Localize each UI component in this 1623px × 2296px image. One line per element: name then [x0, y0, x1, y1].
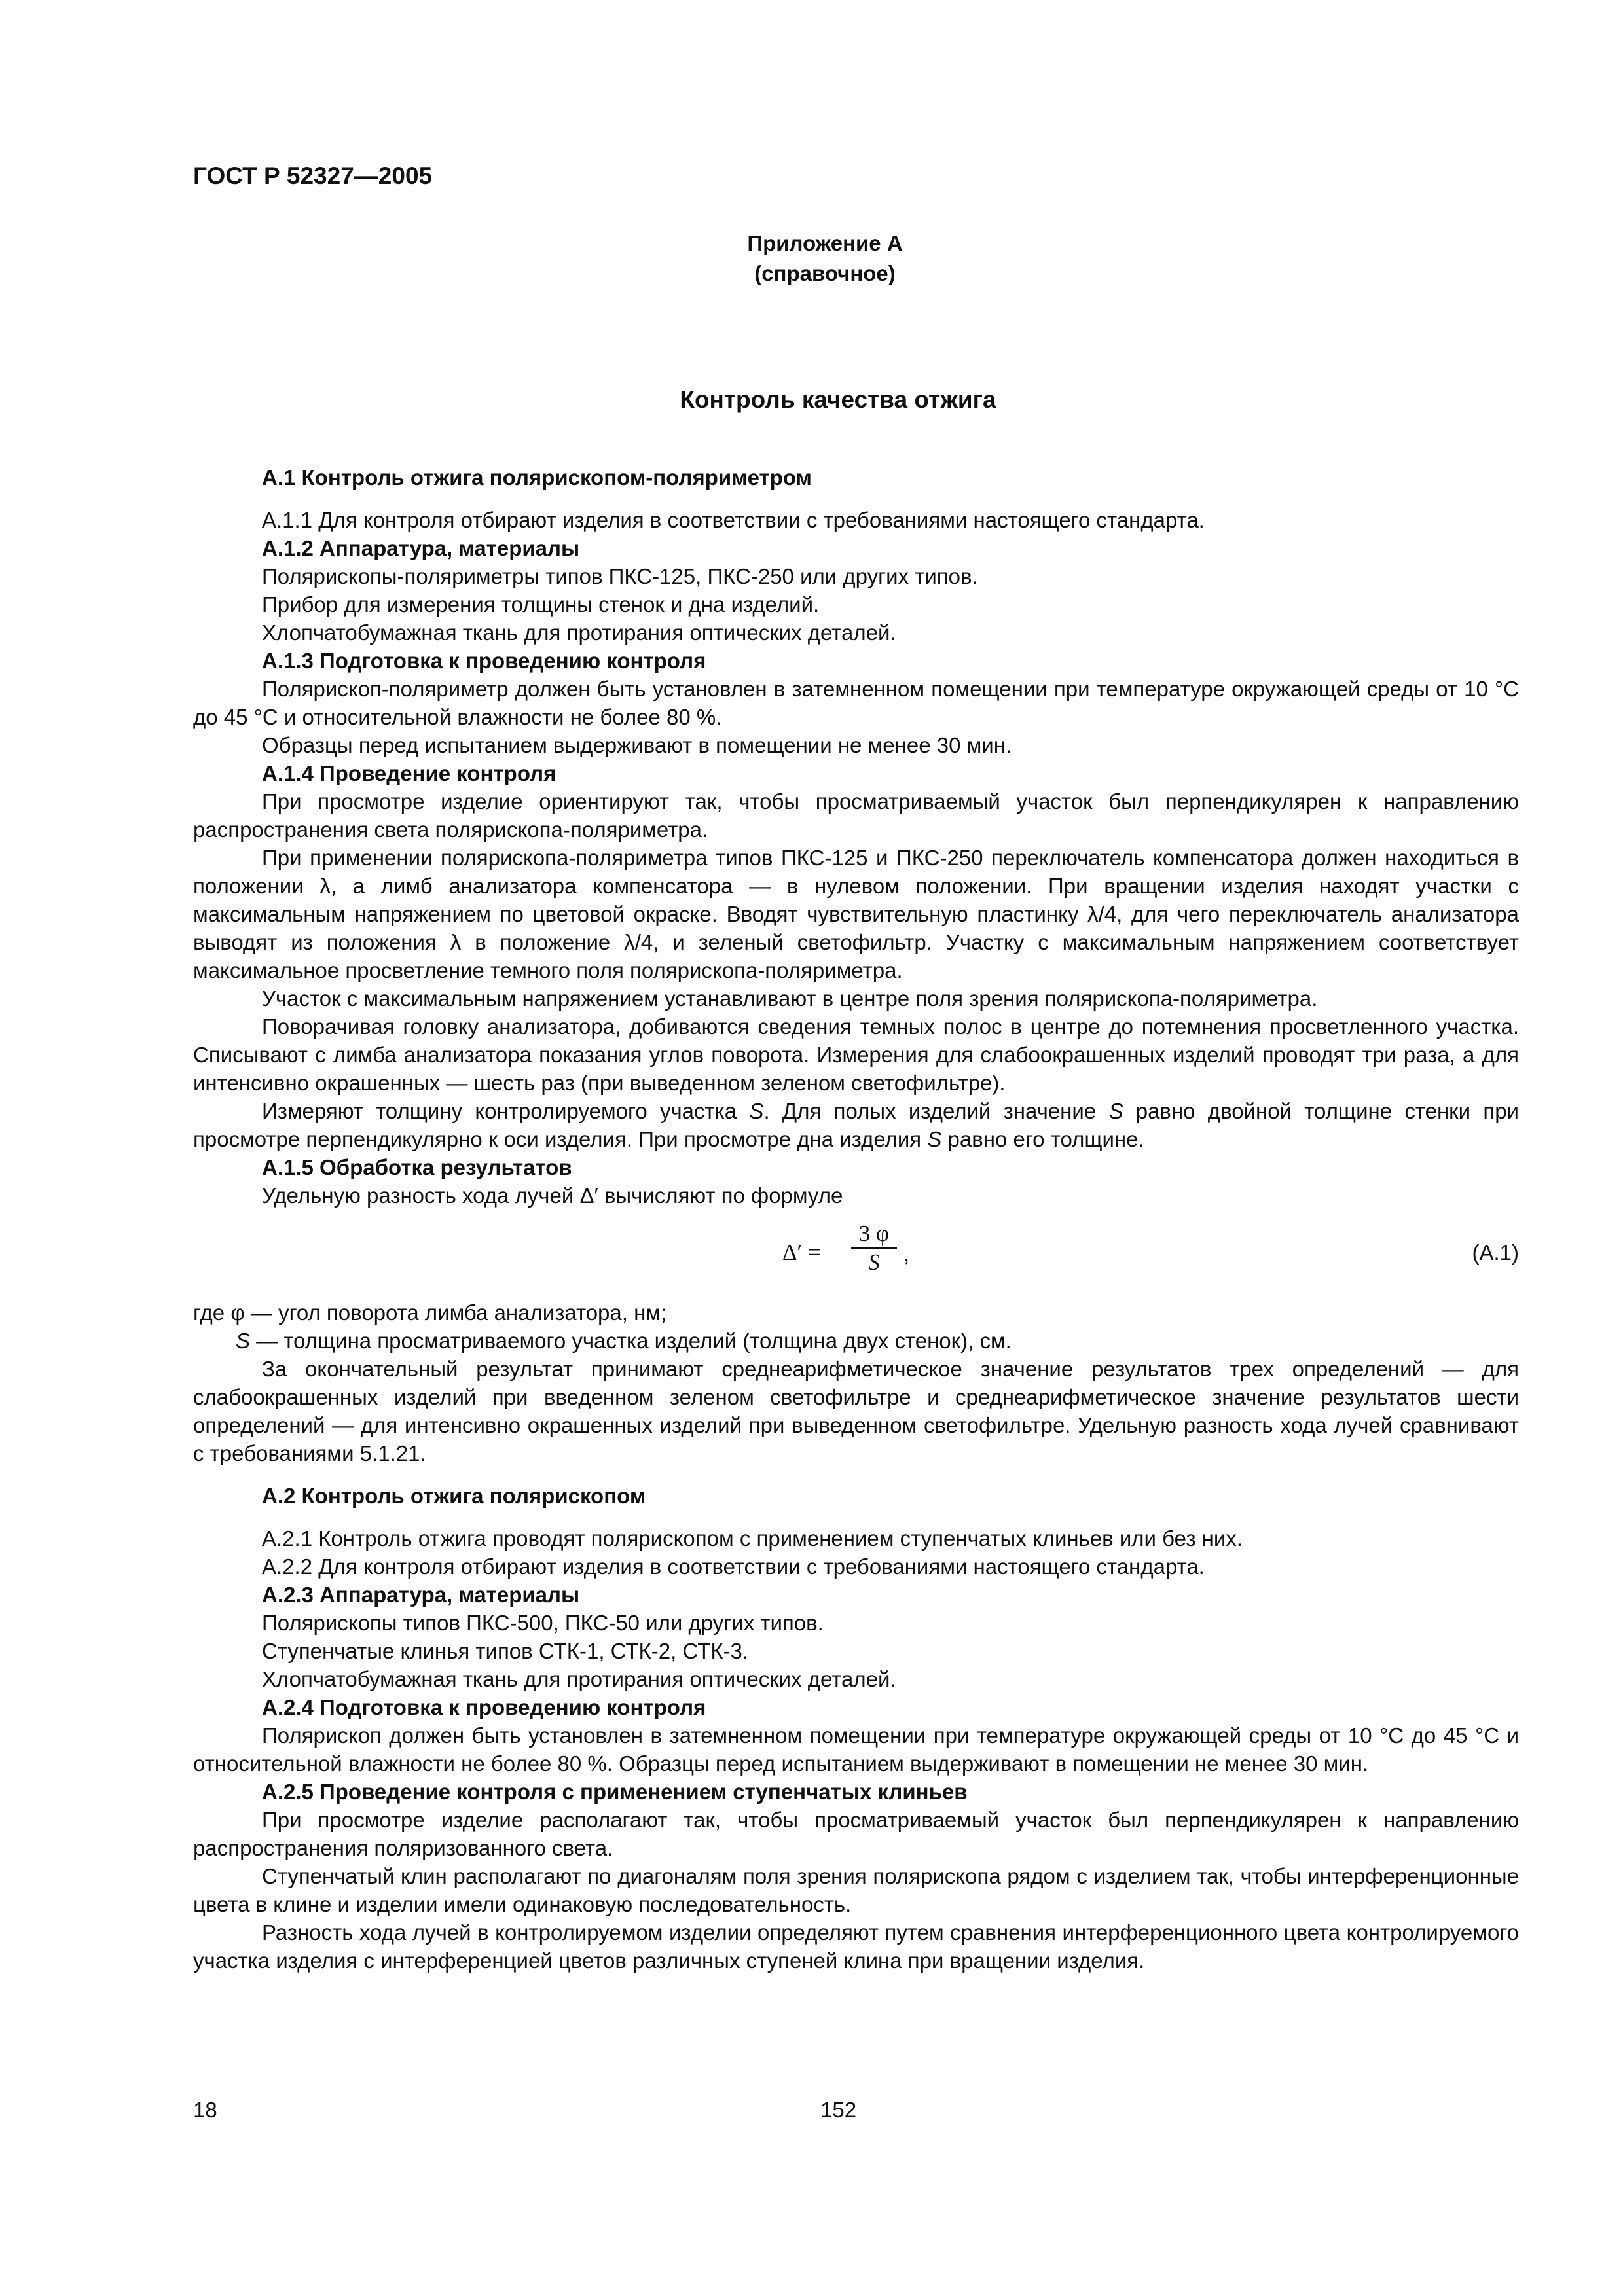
paragraph: А.2.1 Контроль отжига проводят полярископом с применением ступенчатых клиньев или без них. — [262, 1526, 1243, 1551]
subsection-heading: А.1.4 Проведение контроля — [262, 761, 556, 785]
section-heading-a2: А.2 Контроль отжига полярископом — [262, 1484, 646, 1508]
formula-legend: где φ — угол поворота лимба анализатора, нм; — [193, 1300, 667, 1325]
formula-denominator: S — [868, 1249, 880, 1275]
section-heading-a1: А.1 Контроль отжига полярископом-поляриметром — [262, 465, 812, 490]
paragraph: За окончательный результат принимают среднеарифметическое значение результатов трех определений — для слабоокрашенных изделий при введенном зеленом светофильтре и среднеарифметическое значение результатов шести определений — для интенсивно окрашенных изделий при выведенном светофильтре. Удельную разность хода лучей сравнивают с требованиями 5.1.21. — [193, 1357, 1519, 1465]
document-header: ГОСТ Р 52327—2005 — [193, 162, 433, 189]
formula-numerator: 3 φ — [851, 1220, 897, 1249]
formula-legend: S — толщина просматриваемого участка изделий (толщина двух стенок), см. — [236, 1329, 1012, 1353]
formula-fraction — [851, 1220, 897, 1276]
formula-a1 — [193, 1220, 1519, 1292]
paragraph: Разность хода лучей в контролируемом изделии определяют путем сравнения интерференционного цвета контролируемого участка изделия с интерференцией цветов различных ступеней клина при вращении изделия. — [193, 1920, 1519, 1973]
paragraph: Полярископ-поляриметр должен быть установлен в затемненном помещении при температуре окружающей среды от 10 °С до 45 °С и относительной влажности не более 80 %. — [193, 677, 1519, 729]
paragraph: Измеряют толщину контролируемого участка S. Для полых изделий значение S равно двойной толщине стенки при просмотре перпендикулярно к оси изделия. При просмотре дна изделия S равно его толщине. — [193, 1099, 1519, 1151]
paragraph: При применении полярископа-поляриметра типов ПКС-125 и ПКС-250 переключатель компенсатора должен находиться в положении λ, а лимб анализатора компенсатора — в нулевом положении. При вращении изделия находят участки с максимальным напряжением по цветовой окраске. Вводят чувствительную пластинку λ/4, для чего переключатель анализатора выводят из положения λ в положение λ/4, и зеленый светофильтр. Участку с максимальным напряжением соответствует максимальное просветление темного поля полярископа-поляриметра. — [193, 846, 1519, 982]
subsection-heading: А.2.3 Аппаратура, материалы — [262, 1583, 580, 1607]
paragraph: Полярископ должен быть установлен в затемненном помещении при температуре окружающей среды от 10 °С до 45 °С и относительной влажности не более 80 %. Образцы перед испытанием выдерживают в помещении не менее 30 мин. — [193, 1723, 1519, 1776]
body-text — [193, 463, 1519, 1975]
paragraph: Поворачивая головку анализатора, добиваются сведения темных полос в центре до потемнения просветленного участка. Списывают с лимба анализатора показания углов поворота. Измерения для слабоокрашенных изделий проводят три раза, а для интенсивно окрашенных — шесть раз (при выведенном зеленом светофильтре). — [193, 1014, 1519, 1095]
subsection-heading: А.2.5 Проведение контроля с применением ступенчатых клиньев — [262, 1780, 968, 1804]
paragraph: Ступенчатый клин располагают по диагоналям поля зрения полярископа рядом с изделием так, чтобы интерференционные цвета в клине и изделии имели одинаковую последовательность. — [193, 1864, 1519, 1916]
paragraph: Прибор для измерения толщины стенок и дна изделий. — [262, 592, 820, 617]
paragraph: Ступенчатые клинья типов СТК-1, СТК-2, СТК-3. — [262, 1639, 749, 1663]
formula-comma: , — [903, 1242, 910, 1266]
paragraph: Хлопчатобумажная ткань для протирания оптических деталей. — [262, 620, 896, 645]
paragraph: Образцы перед испытанием выдерживают в помещении не менее 30 мин. — [262, 733, 1012, 757]
appendix-type: (справочное) — [754, 261, 896, 285]
subsection-heading: А.1.2 Аппаратура, материалы — [262, 536, 580, 560]
subsection-heading: А.2.4 Подготовка к проведению контроля — [262, 1695, 706, 1719]
page-number-left: 18 — [193, 2098, 217, 2122]
paragraph: Удельную разность хода лучей Δ′ вычисляют по формуле — [262, 1183, 843, 1208]
paragraph: Хлопчатобумажная ткань для протирания оптических деталей. — [262, 1667, 896, 1691]
subsection-heading: А.1.3 Подготовка к проведению контроля — [262, 649, 706, 673]
paragraph: А.2.2 Для контроля отбирают изделия в соответствии с требованиями настоящего стандарта. — [262, 1554, 1205, 1579]
paragraph: А.1.1 Для контроля отбирают изделия в соответствии с требованиями настоящего стандарта. — [262, 508, 1205, 532]
subsection-heading: А.1.5 Обработка результатов — [262, 1155, 572, 1179]
paragraph: При просмотре изделие располагают так, чтобы просматриваемый участок был перпендикулярен к направлению распространения поляризованного света. — [193, 1808, 1519, 1860]
paragraph: Полярископы-поляриметры типов ПКС-125, ПКС-250 или других типов. — [262, 564, 978, 588]
formula-number: (А.1) — [1472, 1240, 1519, 1265]
appendix-label: Приложение А — [747, 231, 903, 255]
appendix-title: Контроль качества отжига — [680, 386, 996, 413]
paragraph: Полярископы типов ПКС-500, ПКС-50 или других типов. — [262, 1611, 824, 1635]
formula-lhs: Δ′ = — [782, 1240, 821, 1265]
paragraph: При просмотре изделие ориентируют так, чтобы просматриваемый участок был перпендикулярен к направлению распространения света полярископа-поляриметра. — [193, 789, 1519, 842]
paragraph: Участок с максимальным напряжением устанавливают в центре поля зрения полярископа-поляриметра. — [262, 986, 1318, 1011]
page-number-center: 152 — [820, 2098, 857, 2122]
